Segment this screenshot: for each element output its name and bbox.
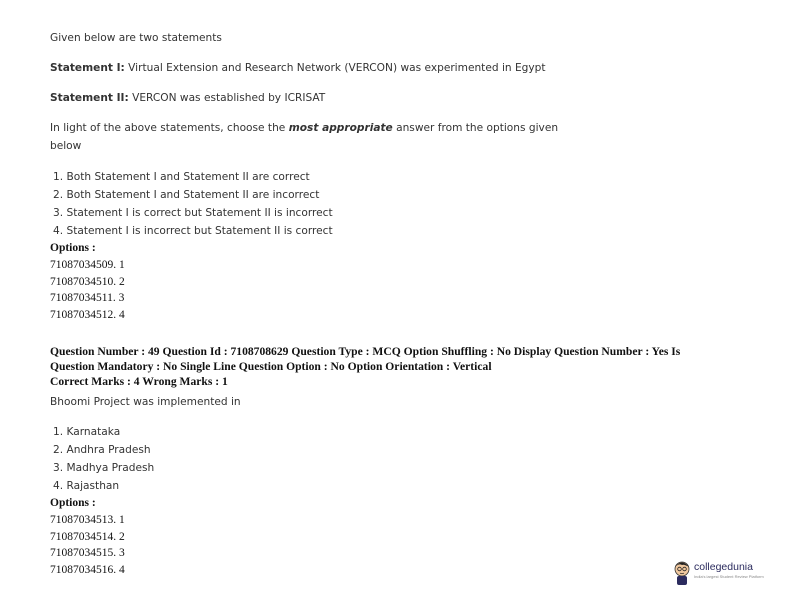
q1-option-id: 71087034509. 1: [50, 259, 125, 271]
prompt-emphasis: most appropriate: [288, 122, 393, 134]
q1-option-id: 71087034510. 2: [50, 276, 125, 288]
q2-option-id: 71087034516. 4: [50, 564, 125, 576]
statement-1-label: Statement I:: [50, 62, 125, 74]
statement-2-text: VERCON was established by ICRISAT: [128, 92, 326, 104]
q1-option-id: 71087034511. 3: [50, 292, 125, 304]
q1-option-id: 71087034512. 4: [50, 309, 125, 321]
q1-choice: 1. Both Statement I and Statement II are correct: [53, 171, 310, 183]
collegedunia-logo: [672, 558, 764, 588]
prompt-pre: In light of the above statements, choose the: [50, 122, 289, 134]
q1-prompt: [50, 122, 558, 134]
prompt-post: answer from the options given: [392, 122, 559, 134]
q2-question: Bhoomi Project was implemented in: [50, 396, 241, 408]
logo-name: collegedunia: [694, 561, 753, 573]
q1-prompt-line2: below: [50, 140, 82, 152]
q2-header-line2: Question Mandatory : No Single Line Question Option : No Option Orientation : Vertical: [50, 360, 492, 373]
mascot-icon: [672, 558, 692, 586]
q1-statement-2: [50, 92, 325, 104]
q1-statement-1: [50, 62, 546, 74]
q1-choice: 3. Statement I is correct but Statement II is incorrect: [53, 207, 333, 219]
q2-option-id: 71087034513. 1: [50, 514, 125, 526]
q2-options-label: Options :: [50, 497, 96, 509]
q2-header-line1: Question Number : 49 Question Id : 7108708629 Question Type : MCQ Option Shuffling : No Display Question Number : Yes Is: [50, 345, 681, 358]
q2-marks: Correct Marks : 4 Wrong Marks : 1: [50, 375, 228, 388]
q1-choice: 4. Statement I is incorrect but Statement II is correct: [53, 225, 333, 237]
q1-intro: Given below are two statements: [50, 32, 222, 44]
q2-choice: 2. Andhra Pradesh: [53, 444, 151, 456]
q2-option-id: 71087034515. 3: [50, 547, 125, 559]
q2-choice: 3. Madhya Pradesh: [53, 462, 155, 474]
q1-choice: 2. Both Statement I and Statement II are incorrect: [53, 189, 320, 201]
q2-option-id: 71087034514. 2: [50, 531, 125, 543]
statement-1-text: Virtual Extension and Research Network (VERCON) was experimented in Egypt: [124, 62, 546, 74]
statement-2-label: Statement II:: [50, 92, 129, 104]
q2-choice: 1. Karnataka: [53, 426, 121, 438]
q1-options-label: Options :: [50, 242, 96, 254]
q2-choice: 4. Rajasthan: [53, 480, 120, 492]
logo-tagline: India's largest Student Review Platform: [694, 574, 764, 579]
